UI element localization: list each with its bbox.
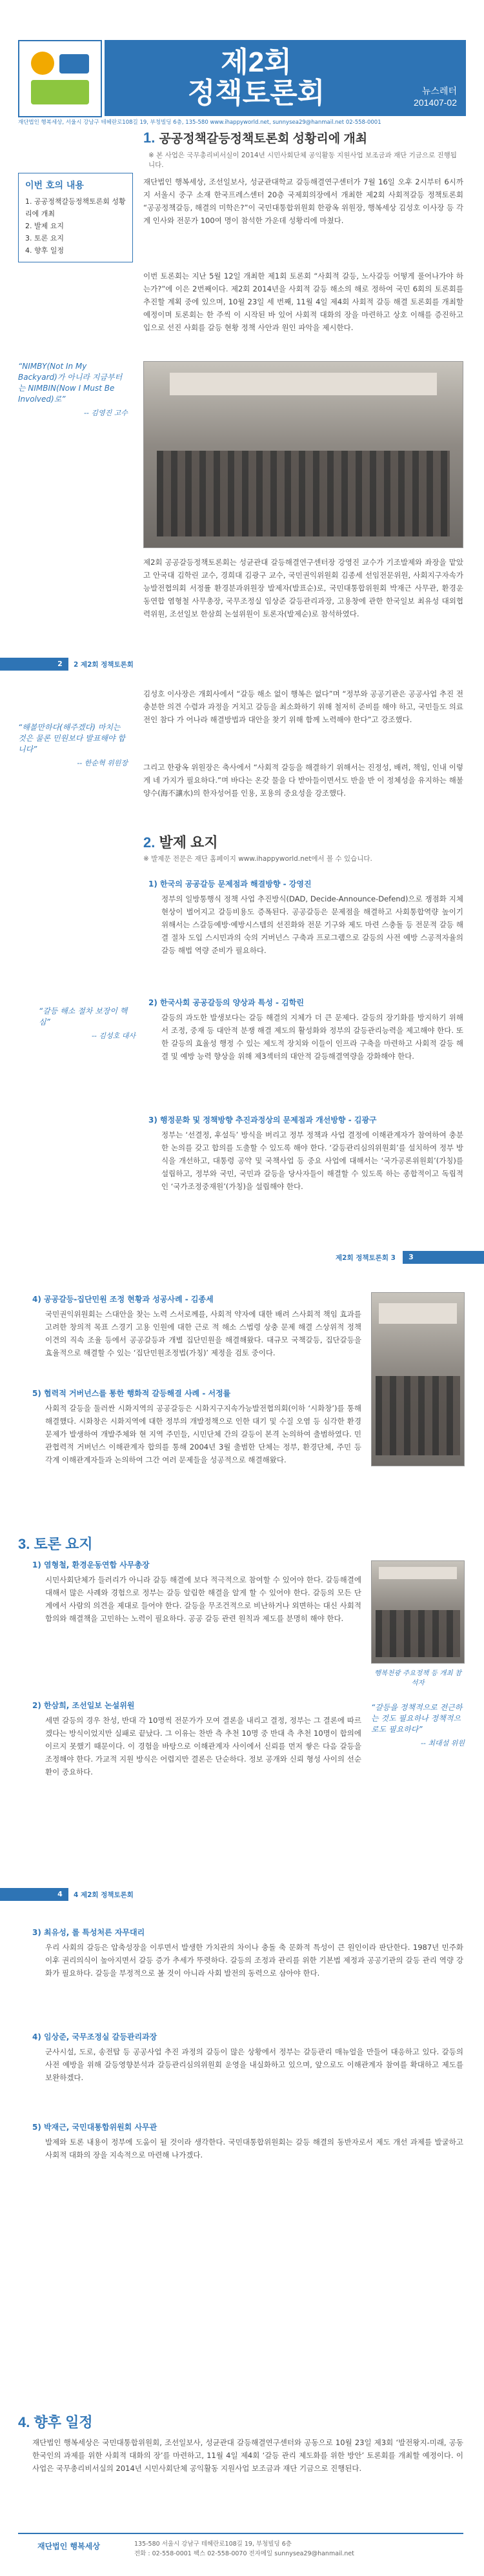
item-text: 갈등의 과도한 발생보다는 갈등 해결의 지체가 더 큰 문제다. 갈등의 장기화를 방지하기 위해서 조정, 중재 등 대안적 분쟁 해결 제도의 활성화와 정부의 갈등관리능력을 제고해야 한다. 또한 갈등의 효율성 행정 수 있는 제도적 장치와 이들이 인프라 구축을 마련하고 사회적 갈등 해결 및 예방 능력 향상을 위해 제3섹터의 대안적 갈등해결역량을 강화해야 한다. (161, 1013, 463, 1061)
section2-heading: 2. 발제 요지 (143, 834, 218, 850)
pull-quote-1: “NIMBY(Not In My Backyard)가 아니라 지금부터는 NIMBIN(Now I Must Be Involved)로” -- 김영진 고수 (18, 362, 128, 417)
item-heading: 1) 염형철, 환경운동연합 사무총장 (32, 1560, 150, 1569)
footer-org: 재단법인 행복세상 (37, 2542, 100, 2551)
toc-title: 이번 호의 내용 (25, 181, 84, 191)
item-text: 우리 사회의 갈등은 압축성장을 이루면서 발생한 가치관의 차이나 충돌 축 문화적 특성이 큰 원인이라 판단한다. 1987년 민주화 이후 권리의식이 높아지면서 갈등 증가 추세가 뚜렷하다. 갈등의 조정과 관리를 위한 기본법 제정과 공공기관의 갈등 관리 역량 강화가 필요하다. 갈등을 부정적으로 볼 것이 아니라 사회 발전의 동력으로 삼아야 한다. (45, 1943, 463, 1978)
toc-item[interactable]: 4. 향후 일정 (25, 246, 64, 255)
item-heading: 4) 공공갈등-집단민원 조정 현황과 성공사례 - 김종세 (32, 1295, 214, 1304)
section1-paragraph: 재단법인 행복세상, 조선일보사, 성균관대학교 갈등해결연구센터가 7월 16일 오후 2시부터 6시까지 서울시 중구 소재 한국프레스센터 20층 국제회의장에서 개최한 제2회 사회적갈등 정책토론회 “공공정책갈등, 해결의 미학은?”이 국민대통합위원회 한광옥 위원장, 행복세상 김성호 이사장 등 각계 인사와 전문가 100여 명이 참석한 가운데 성황리에 마쳤다. (143, 177, 463, 225)
pull-quote-2: “해볼만하다(해주겠다) 마치는 것은 물론 민원보다 발표해야 합니다” -- 한순혁 위원장 (18, 723, 128, 767)
newsletter-logo (18, 40, 102, 117)
section1-paragraph: 김성호 이사장은 개회사에서 “갈등 해소 없이 행복은 없다”며 “정부와 공공기관은 공공사업 추진 전 충분한 의견 수렴과 과정을 거치고 갈등을 최소화하기 위해 철저히 준비를 해야 하고, 국민들도 의료 전인 참다 가 어나라 해결방법과 대안을 찾기 위해 함께 노력해야 한다”고 강조했다. (143, 689, 463, 724)
item-heading: 2) 한국사회 공공갈등의 양상과 특성 - 김학린 (148, 998, 304, 1007)
toc-item[interactable]: 1. 공공정책갈등정책토론회 성황리에 개최 (25, 197, 126, 218)
title-line1: 제2회 (221, 46, 292, 78)
event-photo (371, 1560, 465, 1664)
running-header: 제2회 정책토론회 3 3 (0, 1251, 484, 1264)
title-band (105, 40, 466, 116)
item-heading: 5) 협력적 거버넌스를 통한 행화적 갈등해결 사례 - 서정률 (32, 1389, 231, 1398)
event-photo (143, 361, 463, 548)
item-text: 시민사회단체가 들러리가 아니라 갈등 해결에 보다 적극적으로 참여할 수 있어야 한다. 갈등해결에 대해서 많은 사례와 경험으로 정부는 갈등 알림한 해결을 알게 할 수 있어야 한다. 갈등의 모든 단계에서 사람의 의견을 제대로 들어야 한다. 갈등을 무조건적으로 비난하거나 외면하는 대신 사회적 함의와 해결책을 고민하는 노력이 필요하다. 공공 갈등 관련 원칙과 제도를 분명히 해야 한다. (45, 1575, 361, 1623)
item-text: 군사시설, 도로, 송전탑 등 공공사업 추진 과정의 갈등이 많은 상황에서 정부는 갈등관리 매뉴얼을 만들어 대응하고 있다. 갈등의 사전 예방을 위해 갈등영향분석과 갈등관리심의위원회 운영을 내실화하고 있으며, 앞으로도 이해관계자 참여를 확대하고 제도를 보완하겠다. (45, 2047, 463, 2082)
item-heading: 1) 한국의 공공갈등 문제점과 해결방향 - 강영진 (148, 880, 312, 889)
newsletter-label: 뉴스레터 (421, 86, 457, 96)
item-heading: 4) 임상준, 국무조정실 갈등관리과장 (32, 2032, 157, 2041)
section2-note: ※ 발제문 전문은 재단 홈페이지 www.ihappyworld.net에서 볼 수 있습니다. (143, 855, 372, 863)
item-heading: 5) 박재근, 국민대통합위원회 사무관 (32, 2123, 157, 2132)
header-info: 재단법인 행복세상, 서울시 강남구 테헤란로108길 19, 부청빌딩 6층, 135-580 www.ihappyworld.net, sunnysea29@hanmail.net 02-558-0001 (18, 119, 381, 126)
photo-caption: 행복천광 주요정책 등 개최 참석자 (374, 1669, 462, 1687)
running-header: 2 2 제2회 정책토론회 (0, 658, 484, 671)
section4-paragraph: 재단법인 행복세상은 국민대통합위원회, 조선일보사, 성균관대 갈등해결연구센터와 공동으로 10월 23일 제3회 ‘발전왕지-미래, 공동 한국인의 과제를 위한 사회적 대화의 장’를 마련하고, 11월 4일 제4회 ‘갈등 관리 제도화를 위한 방안’ 토론회를 개최할 예정이다. 이 사업은 국무총리비서실의 2014년 시민사회단체 공익활동 지원사업 보조금과 재단 기금으로 진행된다. (32, 2438, 463, 2473)
item-text: 정부는 ‘선결정, 후설득’ 방식을 버리고 정부 정책과 사업 결정에 이해관계자가 참여하여 충분한 논의를 갖고 합의를 도출할 수 있도록 해야 한다. ‘갈등관리심의위원회’를 설치하여 정부 방식을 개선하고, 대통령 공약 및 국책사업 등 중요 사업에 대해서는 ‘국가공론위원회’(가칭)를 설립하고, 정부와 국민, 국민과 갈등을 당사자들이 해결할 수 있도록 하는 종합적이고 독립적인 ‘국가조정중재원’(가칭)을 설립해야 한다. (161, 1130, 463, 1191)
toc-box (18, 173, 133, 262)
item-text: 국민권익위원회는 스대안을 찾는 노력 스서로께를, 사회적 약자에 대한 배려 스사회적 책임 효과를 고려한 창의적 목표 스경기 고용 인원에 대한 근로 적 해소 스법령 상충 문제 해결 스상위적 정책 이견의 직속 조율 등에서 공공갈등과 개별 집단민원을 해결해왔다. 대규모 국책갈등, 집단갈등을 효율적으로 해결할 수 있는 ‘집단민원조정법(가칭)’ 제정을 검토 중이다. (45, 1310, 361, 1357)
section1-heading: 1. 공공정책갈등정책토론회 성황리에 개최 (143, 130, 368, 146)
item-text: 세면 갈등의 경우 찬성, 반대 각 10명씩 전문가가 모여 결론을 내리고 결정, 정부는 그 결론에 따르겠다는 방식이었지만 실패로 끝났다. 그 이유는 찬반 측 추천 10명 중 반대 측 추천 10명이 합의에 이르지 못했기 때문이다. 이 경험을 바탕으로 이해관계자 사이에서 신뢰를 먼저 쌓은 다음 갈등을 조정해야 한다. 가교적 지원 방식은 어렵지만 결론은 단순하다. 정보 공개와 신뢰 형성 사이의 선순환이 중요하다. (45, 1716, 361, 1776)
section1-paragraph: 제2회 공공갈등정책토론회는 성균관대 갈등해결연구센터장 강영진 교수가 기조발제와 좌장을 맡았고 안국대 김학린 교수, 경희대 김광구 교수, 국민권익위원회 김종세 선임전문위원, 사회지구자속가능발전협의회 서정률 환경분과위원장 발제자(발표순)로, 국민대통합위원회 박재근 사무관, 환경운동연합 염형철 사무총장, 국무조정실 임상준 갈등관리과장, 고용창에 관한 한국일보 최유성 대외협력위원, 조선일보 한삼희 논설위원이 토론자(발제순)로 참석하였다. (143, 558, 463, 618)
item-text: 정부의 일방통행식 정책 사업 추진방식(DAD, Decide-Announce-Defend)으로 쟁점화 지체 현상이 벌어지고 갈등비용도 증폭된다. 공공갈등은 문제점을 해결하고 사회통합역량 높이기 위해서는 스갈등예방·예방시스템의 선진화와 전문 기구와 제도 마련 스충돌 등 전문적 갈등 해결 절차 도입 스시민과의 숙의 거버넌스 구축과 프로그램으로 갈등의 사전 예방 스공적자율의 갈등 해법 역량 준비가 필요하다. (161, 894, 463, 955)
section3-heading: 3. 토론 요지 (18, 1536, 93, 1552)
footer-address: 135-580 서울시 강남구 테헤란로108길 19, 부청빌딩 6층 (134, 2541, 292, 2548)
item-text: 사회적 갈등을 둘러싼 시화지역의 공공갈등은 시화지구지속가능발전협의회(이하 ‘시화창’)를 통해 해결했다. 시화창은 시화지역에 대한 정부의 개발정책으로 인한 대기 및 수질 오염 등 심각한 환경문제가 발생하여 개발주체와 현 지역 주민들, 시민단체 간의 갈등이 본격 논의하여 출범하였다. 민관협력적 거버넌스 이해관계자 합의를 통해 2004년 3월 출범한 단체는 정부, 환경단체, 주민 등 각계 이해관계자들과 논의하여 그간 여러 문제들을 성공적으로 해결해왔다. (45, 1404, 361, 1464)
item-heading: 3) 최유성, 롤 특성처른 자무대리 (32, 1928, 145, 1937)
toc-item[interactable]: 3. 토론 요지 (25, 234, 64, 242)
title-line2: 정책토론회 (187, 77, 325, 109)
issue-number: 201407-02 (414, 97, 457, 108)
section1-paragraph: 이번 토론회는 지난 5월 12일 개최한 제1회 토론회 “사회적 갈등, 노사갈등 어떻게 풀어나가야 하는가?”에 이은 2번째이다. 제2회 2014년을 사회적 갈등 해소의 해로 정하여 국민 6회의 토론회를 추진할 계획 중에 있으며, 10월 23일 세 번째, 11월 4일 제4회 사회적 갈등 해결 토론회를 개최할 예정이며 토론회는 한 주씩 이 시작된 바 있어 사회적 대화의 장을 마련하고 상호 이해를 증진하고 입으로 선진 사회를 갈등 현황 정책 사안과 원인 파악을 제시한다. (143, 271, 463, 332)
pull-quote-4: “갈등을 정책적으로 전근하는 것도 필요하나 정책적으로도 필요하다” -- 최대설 위원 (371, 1703, 465, 1747)
item-text: 발제와 토론 내용이 정부에 도움이 될 것이라 생각한다. 국민대통합위원회는 갈등 해결의 동반자로서 제도 개선 과제를 발굴하고 사회적 대화의 장을 지속적으로 마련해 나가겠다. (45, 2138, 463, 2159)
toc-item[interactable]: 2. 발제 요지 (25, 222, 64, 230)
footer (18, 2533, 463, 2566)
item-heading: 2) 한삼희, 조선일보 논설위원 (32, 1701, 135, 1710)
footer-contact: 전화 : 02-558-0001 팩스 02-558-0070 전자메일 sunnysea29@hanmail.net (134, 2550, 354, 2557)
event-photo (371, 1292, 465, 1466)
section1-note: ※ 본 사업은 국무총리비서실이 2014년 시민사회단체 공익활동 지원사업 보조금과 재단 기금으로 진행됩니다. (148, 152, 457, 169)
section4-heading: 4. 향후 일정 (18, 2414, 93, 2430)
pull-quote-3: “갈등 해소 절차 보장이 핵심” -- 김성호 대사 (39, 1007, 136, 1040)
section1-paragraph: 그리고 한광옥 위원장은 축사에서 “사회적 갈등을 해결하기 위해서는 진정성, 배려, 책임, 인내 이렇게 네 가지가 필요하다.”며 바다는 온갖 물을 다 받아들이면서도 반을 반 이 정체성을 유지하는 해불양수(海不讓水)의 한자성어를 인용, 포용의 중요성을 강조했다. (143, 763, 463, 798)
item-heading: 3) 행정문화 및 정책방향 추진과정상의 문제점과 개선방향 - 김광구 (148, 1116, 377, 1125)
running-header: 4 4 제2회 정책토론회 (0, 1888, 484, 1901)
